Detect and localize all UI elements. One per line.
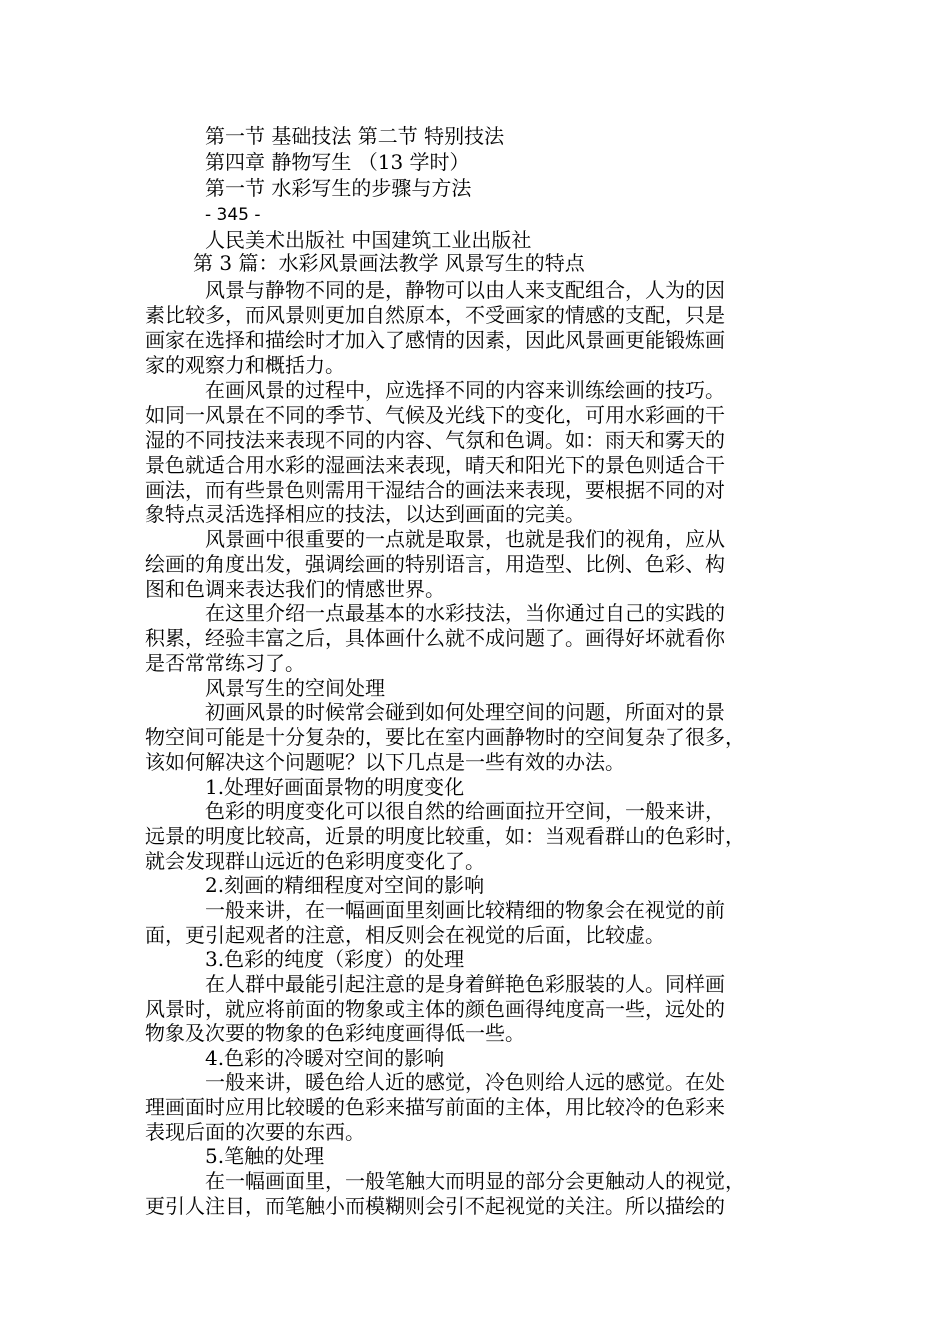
paragraph-line: 表现后面的次要的东西。 <box>145 1120 365 1144</box>
paragraph-line: 该如何解决这个问题呢？以下几点是一些有效的办法。 <box>145 750 625 774</box>
paragraph-line: 物象及次要的物象的色彩纯度画得低一些。 <box>145 1021 525 1045</box>
paragraph-line: 在这里介绍一点最基本的水彩技法，当你通过自己的实践的 <box>205 601 725 625</box>
paragraph-line: 风景画中很重要的一点就是取景，也就是我们的视角，应从 <box>205 527 725 551</box>
article-title: 第 3 篇：水彩风景画法教学 风景写生的特点 <box>193 251 585 275</box>
paragraph-line: 远景的明度比较高，近景的明度比较重，如：当观看群山的色彩时， <box>145 824 745 848</box>
paragraph-line: 素比较多，而风景则更加自然原本，不受画家的情感的支配，只是 <box>145 303 725 327</box>
paragraph-line: 象特点灵活选择相应的技法，以达到画面的完美。 <box>145 502 585 526</box>
paragraph-line: 初画风景的时候常会碰到如何处理空间的问题，所面对的景 <box>205 700 725 724</box>
subsection-heading: 2.刻画的精细程度对空间的影响 <box>205 873 485 897</box>
header-line-2: 第四章 静物写生 （13 学时） <box>205 150 470 174</box>
paragraph-line: 湿的不同技法来表现不同的内容、气氛和色调。如：雨天和雾天的 <box>145 428 725 452</box>
subsection-heading: 5.笔触的处理 <box>205 1144 325 1168</box>
subsection-heading: 3.色彩的纯度（彩度）的处理 <box>205 947 465 971</box>
page-number: - 345 - <box>205 205 261 225</box>
paragraph-line: 风景时，就应将前面的物象或主体的颜色画得纯度高一些，远处的 <box>145 997 725 1021</box>
paragraph-line: 绘画的角度出发，强调绘画的特别语言，用造型、比例、色彩、构 <box>145 552 725 576</box>
paragraph-line: 更引人注目，而笔触小而模糊则会引不起视觉的关注。所以描绘的 <box>145 1194 725 1218</box>
paragraph-line: 理画面时应用比较暖的色彩来描写前面的主体，用比较冷的色彩来 <box>145 1095 725 1119</box>
subsection-heading: 1.处理好画面景物的明度变化 <box>205 775 465 799</box>
paragraph-line: 风景与静物不同的是，静物可以由人来支配组合，人为的因 <box>205 278 725 302</box>
paragraph-line: 画家在选择和描绘时才加入了感情的因素，因此风景画更能锻炼画 <box>145 328 725 352</box>
paragraph-line: 积累，经验丰富之后，具体画什么就不成问题了。画得好坏就看你 <box>145 626 725 650</box>
paragraph-line: 在一幅画面里，一般笔触大而明显的部分会更触动人的视觉， <box>205 1169 745 1193</box>
paragraph-line: 是否常常练习了。 <box>145 651 305 675</box>
header-line-3: 第一节 水彩写生的步骤与方法 <box>205 176 472 200</box>
paragraph-line: 图和色调来表达我们的情感世界。 <box>145 577 445 601</box>
paragraph-line: 景色就适合用水彩的湿画法来表现，晴天和阳光下的景色则适合干 <box>145 453 725 477</box>
header-line-1: 第一节 基础技法 第二节 特别技法 <box>205 124 505 148</box>
paragraph-line: 一般来讲，在一幅画面里刻画比较精细的物象会在视觉的前 <box>205 898 725 922</box>
paragraph-line: 色彩的明度变化可以很自然的给画面拉开空间，一般来讲， <box>205 799 725 823</box>
paragraph-line: 面，更引起观者的注意，相反则会在视觉的后面，比较虚。 <box>145 923 665 947</box>
paragraph-line: 一般来讲，暖色给人近的感觉，冷色则给人远的感觉。在处 <box>205 1070 725 1094</box>
paragraph-line: 物空间可能是十分复杂的，要比在室内画静物时的空间复杂了很多， <box>145 725 745 749</box>
paragraph-line: 在人群中最能引起注意的是身着鲜艳色彩服装的人。同样画 <box>205 972 725 996</box>
paragraph-line: 如同一风景在不同的季节、气候及光线下的变化，可用水彩画的干 <box>145 403 725 427</box>
section-title: 风景写生的空间处理 <box>205 676 385 700</box>
paragraph-line: 在画风景的过程中，应选择不同的内容来训练绘画的技巧。 <box>205 378 725 402</box>
paragraph-line: 家的观察力和概括力。 <box>145 353 345 377</box>
paragraph-line: 就会发现群山远近的色彩明度变化了。 <box>145 849 485 873</box>
paragraph-line: 画法，而有些景色则需用干湿结合的画法来表现，要根据不同的对 <box>145 478 725 502</box>
subsection-heading: 4.色彩的冷暖对空间的影响 <box>205 1046 445 1070</box>
publisher-line: 人民美术出版社 中国建筑工业出版社 <box>205 228 532 252</box>
